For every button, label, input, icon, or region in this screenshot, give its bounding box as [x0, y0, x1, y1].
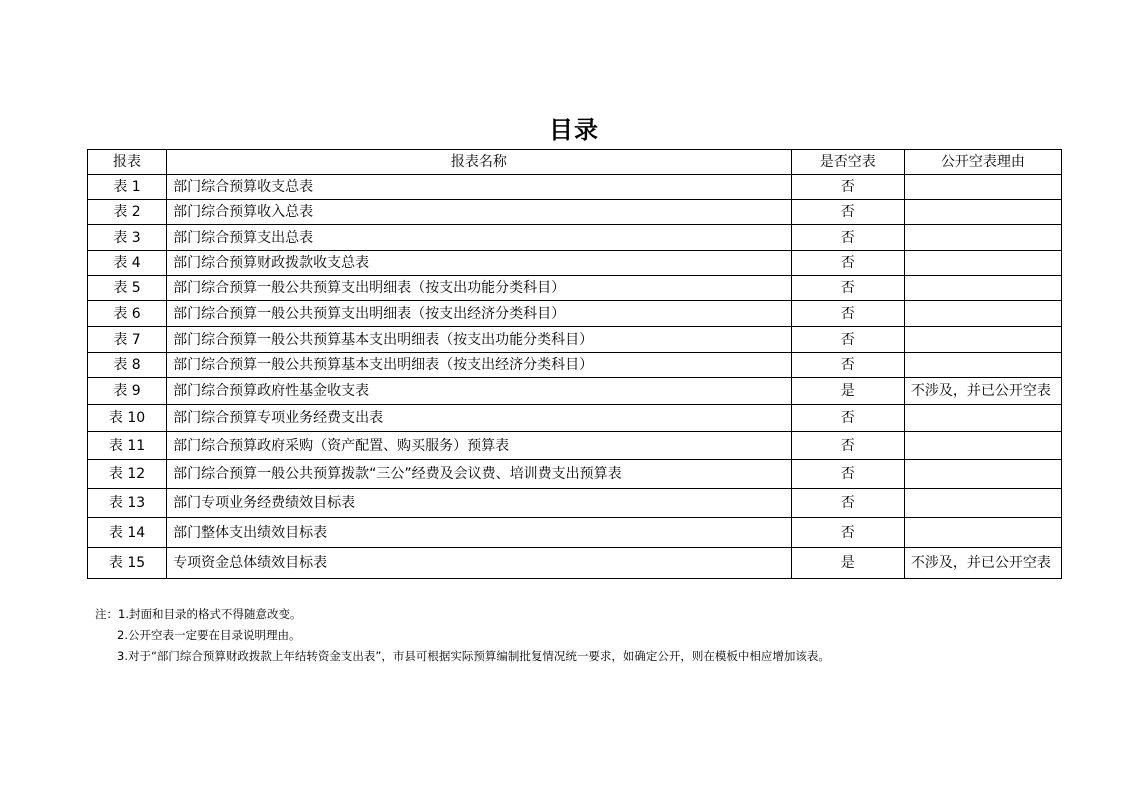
cell-reason: 不涉及，并已公开空表	[904, 378, 1061, 405]
cell-num: 表 9	[88, 378, 167, 405]
cell-num: 表 2	[88, 200, 167, 225]
cell-name: 专项资金总体绩效目标表	[167, 548, 792, 579]
table-body	[88, 175, 1062, 579]
cell-name: 部门综合预算一般公共预算基本支出明细表（按支出功能分类科目）	[167, 327, 792, 353]
cell-empty: 否	[791, 276, 904, 301]
cell-num: 表 1	[88, 175, 167, 200]
table-header-row	[88, 150, 1062, 175]
cell-empty: 是	[791, 548, 904, 579]
table-row	[88, 301, 1062, 327]
cell-num: 表 8	[88, 353, 167, 378]
cell-reason	[904, 225, 1061, 251]
header-num: 报表	[88, 150, 167, 175]
cell-reason	[904, 175, 1061, 200]
cell-name: 部门综合预算支出总表	[167, 225, 792, 251]
header-empty: 是否空表	[791, 150, 904, 175]
cell-num: 表 5	[88, 276, 167, 301]
cell-num: 表 13	[88, 489, 167, 518]
cell-name: 部门整体支出绩效目标表	[167, 518, 792, 548]
cell-reason	[904, 489, 1061, 518]
notes	[95, 604, 830, 667]
table-row	[88, 200, 1062, 225]
cell-empty: 否	[791, 518, 904, 548]
cell-empty: 否	[791, 489, 904, 518]
cell-empty: 否	[791, 432, 904, 460]
cell-empty: 否	[791, 225, 904, 251]
cell-empty: 否	[791, 200, 904, 225]
table-row	[88, 460, 1062, 489]
cell-num: 表 15	[88, 548, 167, 579]
cell-reason	[904, 518, 1061, 548]
cell-name: 部门综合预算收入总表	[167, 200, 792, 225]
table-row	[88, 225, 1062, 251]
cell-empty: 否	[791, 251, 904, 276]
cell-reason	[904, 432, 1061, 460]
header-name: 报表名称	[167, 150, 792, 175]
cell-name: 部门综合预算财政拨款收支总表	[167, 251, 792, 276]
cell-name: 部门综合预算一般公共预算基本支出明细表（按支出经济分类科目）	[167, 353, 792, 378]
table-row	[88, 518, 1062, 548]
cell-num: 表 3	[88, 225, 167, 251]
cell-name: 部门综合预算一般公共预算支出明细表（按支出经济分类科目）	[167, 301, 792, 327]
table-row	[88, 378, 1062, 405]
note-2: 2.公开空表一定要在目录说明理由。	[117, 628, 301, 642]
cell-reason	[904, 353, 1061, 378]
cell-reason	[904, 276, 1061, 301]
cell-empty: 否	[791, 327, 904, 353]
header-reason: 公开空表理由	[904, 150, 1061, 175]
page-title: 目录	[549, 116, 599, 144]
table-row	[88, 432, 1062, 460]
table-row	[88, 353, 1062, 378]
cell-reason	[904, 327, 1061, 353]
cell-num: 表 4	[88, 251, 167, 276]
toc-table	[87, 149, 1062, 579]
table-row	[88, 251, 1062, 276]
table-row	[88, 405, 1062, 432]
cell-num: 表 11	[88, 432, 167, 460]
cell-name: 部门综合预算政府采购（资产配置、购买服务）预算表	[167, 432, 792, 460]
cell-name: 部门综合预算一般公共预算拨款“三公”经费及会议费、培训费支出预算表	[167, 460, 792, 489]
cell-empty: 否	[791, 175, 904, 200]
table-row	[88, 276, 1062, 301]
cell-name: 部门综合预算专项业务经费支出表	[167, 405, 792, 432]
cell-reason	[904, 200, 1061, 225]
table-row	[88, 327, 1062, 353]
cell-name: 部门综合预算收支总表	[167, 175, 792, 200]
cell-empty: 否	[791, 301, 904, 327]
cell-num: 表 10	[88, 405, 167, 432]
table-row	[88, 548, 1062, 579]
table-row	[88, 175, 1062, 200]
note-1: 注：1.封面和目录的格式不得随意改变。	[95, 607, 302, 621]
cell-reason	[904, 251, 1061, 276]
cell-reason	[904, 460, 1061, 489]
cell-empty: 否	[791, 353, 904, 378]
cell-num: 表 12	[88, 460, 167, 489]
cell-num: 表 6	[88, 301, 167, 327]
cell-name: 部门专项业务经费绩效目标表	[167, 489, 792, 518]
cell-num: 表 14	[88, 518, 167, 548]
cell-reason	[904, 405, 1061, 432]
cell-empty: 否	[791, 460, 904, 489]
cell-empty: 是	[791, 378, 904, 405]
table-row	[88, 489, 1062, 518]
cell-reason: 不涉及，并已公开空表	[904, 548, 1061, 579]
cell-name: 部门综合预算政府性基金收支表	[167, 378, 792, 405]
cell-reason	[904, 301, 1061, 327]
cell-num: 表 7	[88, 327, 167, 353]
cell-name: 部门综合预算一般公共预算支出明细表（按支出功能分类科目）	[167, 276, 792, 301]
cell-empty: 否	[791, 405, 904, 432]
note-3: 3.对于“部门综合预算财政拨款上年结转资金支出表”，市县可根据实际预算编制批复情况统一要求，如确定公开，则在模板中相应增加该表。	[117, 649, 830, 663]
